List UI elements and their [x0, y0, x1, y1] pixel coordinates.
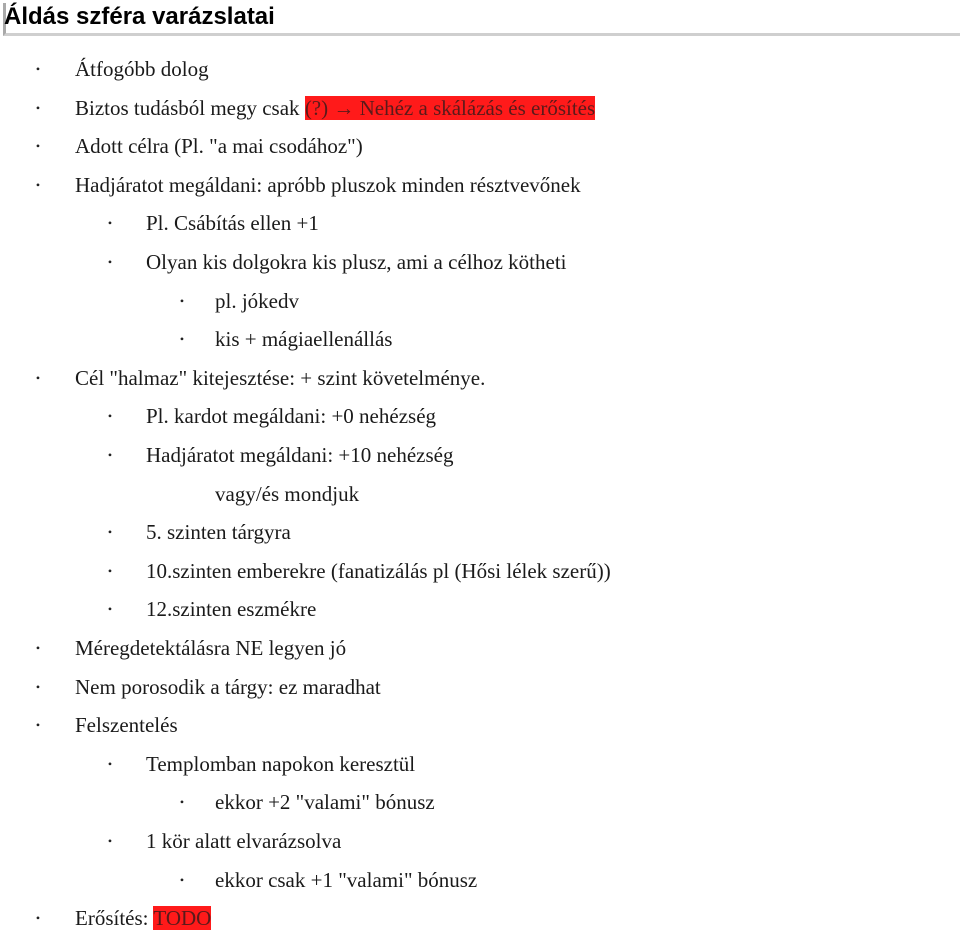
bullet-icon: • — [35, 62, 41, 76]
list-item-text — [215, 326, 392, 352]
list-item-text — [146, 596, 316, 622]
list-item-text — [215, 288, 299, 314]
list-item — [0, 751, 960, 777]
bullet-icon: • — [35, 371, 41, 385]
bullet-icon: • — [179, 873, 185, 887]
item-text: Pl. kardot megáldani: +0 nehézség — [146, 404, 437, 428]
bullet-icon: • — [179, 795, 185, 809]
list-item — [0, 828, 960, 854]
bullet-icon: • — [35, 911, 41, 925]
list-item-text — [146, 751, 415, 777]
bullet-icon: • — [107, 564, 113, 578]
bullet-icon: • — [35, 680, 41, 694]
item-text: 5. szinten tárgyra — [146, 520, 291, 544]
list-item-text — [215, 789, 435, 815]
list-item — [0, 133, 960, 159]
list-item — [0, 288, 960, 314]
list-item — [0, 172, 960, 198]
list-item — [0, 905, 960, 931]
bullet-icon: • — [107, 448, 113, 462]
bullet-icon: • — [35, 139, 41, 153]
item-text: Méregdetektálásra NE legyen jó — [75, 636, 347, 660]
list-item-text — [75, 635, 346, 661]
list-item-text — [75, 133, 363, 159]
page-title: Áldás szféra varázslatai — [4, 3, 275, 30]
list-item — [0, 210, 960, 236]
item-text: Biztos tudásból megy csak — [75, 96, 305, 120]
list-item-text — [75, 365, 485, 391]
list-item — [0, 558, 960, 584]
list-item-text — [75, 95, 595, 121]
item-text: 12.szinten eszmékre — [146, 597, 317, 621]
item-text: Adott célra (Pl. "a mai csodához") — [75, 134, 363, 158]
item-text: Nem porosodik a tárgy: ez maradhat — [75, 675, 381, 699]
item-text: Cél "halmaz" kitejesztése: + szint követelménye. — [75, 366, 486, 390]
list-item — [0, 596, 960, 622]
highlighted-text: (?) → Nehéz a skálázás és erősítés — [304, 96, 596, 120]
list-item-text — [146, 558, 611, 584]
bullet-icon: • — [107, 757, 113, 771]
list-item-text — [146, 828, 341, 854]
list-item — [0, 481, 960, 507]
bullet-icon: • — [179, 332, 185, 346]
list-item — [0, 674, 960, 700]
item-text: 10.szinten emberekre (fanatizálás pl (Hősi lélek szerű)) — [146, 559, 611, 583]
list-item-text — [215, 867, 477, 893]
list-item — [0, 635, 960, 661]
list-item — [0, 365, 960, 391]
list-item-text — [75, 56, 209, 82]
item-text: Olyan kis dolgokra kis plusz, ami a célhoz kötheti — [146, 250, 567, 274]
list-item — [0, 56, 960, 82]
item-text: vagy/és mondjuk — [215, 482, 360, 506]
item-text: Átfogóbb dolog — [75, 57, 209, 81]
bullet-icon: • — [107, 525, 113, 539]
item-text: kis + mágiaellenállás — [215, 327, 393, 351]
list-item — [0, 249, 960, 275]
item-text: Hadjáratot megáldani: apróbb pluszok minden résztvevőnek — [75, 173, 581, 197]
bullet-icon: • — [35, 101, 41, 115]
list-item-text — [146, 519, 291, 545]
list-item — [0, 712, 960, 738]
list-item-text — [75, 172, 581, 198]
list-item-text — [146, 249, 567, 275]
list-item-text — [146, 442, 453, 468]
list-item-text — [75, 674, 381, 700]
list-item — [0, 403, 960, 429]
list-item — [0, 789, 960, 815]
list-item — [0, 442, 960, 468]
list-item-text — [75, 905, 211, 931]
list-item — [0, 519, 960, 545]
bullet-icon: • — [107, 255, 113, 269]
list-item-text — [146, 403, 436, 429]
bullet-icon: • — [35, 718, 41, 732]
list-item-text — [146, 210, 319, 236]
item-text: Felszentelés — [75, 713, 178, 737]
list-item-text — [215, 481, 359, 507]
list-item — [0, 326, 960, 352]
highlighted-text: TODO — [153, 906, 212, 930]
item-text: Erősítés: — [75, 906, 154, 930]
bullet-icon: • — [179, 294, 185, 308]
bullet-icon: • — [107, 216, 113, 230]
item-text: Pl. Csábítás ellen +1 — [146, 211, 319, 235]
list-item — [0, 95, 960, 121]
list-item — [0, 867, 960, 893]
bullet-icon: • — [35, 641, 41, 655]
item-text: Hadjáratot megáldani: +10 nehézség — [146, 443, 454, 467]
bullet-icon: • — [107, 602, 113, 616]
item-text: Templomban napokon keresztül — [146, 752, 416, 776]
bullet-icon: • — [107, 409, 113, 423]
item-text: ekkor csak +1 "valami" bónusz — [215, 868, 478, 892]
item-text: 1 kör alatt elvarázsolva — [146, 829, 342, 853]
bullet-icon: • — [35, 178, 41, 192]
item-text: ekkor +2 "valami" bónusz — [215, 790, 435, 814]
list-item-text — [75, 712, 178, 738]
bullet-icon: • — [107, 834, 113, 848]
item-text: pl. jókedv — [215, 289, 299, 313]
